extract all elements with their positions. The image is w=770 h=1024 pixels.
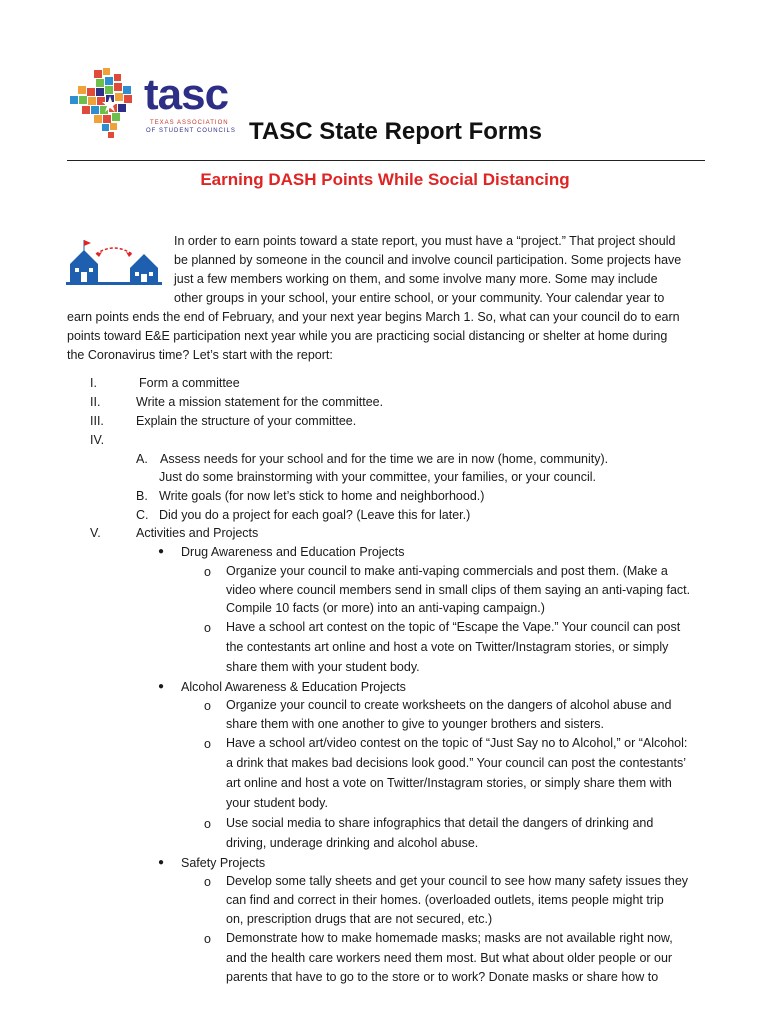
- outline-marker: I.: [90, 376, 97, 390]
- list-item-text: Use social media to share infographics that detail the dangers of drinking and: [226, 816, 654, 830]
- intro-line: just a few members working on them, and some involve many more. Some may include: [174, 272, 658, 286]
- bullet-icon: ●: [158, 857, 165, 868]
- texas-mosaic-icon: [66, 64, 156, 146]
- logo-wordmark: tasc: [144, 70, 229, 119]
- list-item-text: Demonstrate how to make homemade masks; masks are not available right now,: [226, 931, 673, 945]
- outline-item-text: Form a committee: [139, 376, 240, 390]
- sub-bullet-icon: o: [204, 932, 211, 946]
- intro-line: earn points ends the end of February, and your next year begins March 1. So, what can your council do to earn: [67, 310, 680, 324]
- section-heading: Drug Awareness and Education Projects: [181, 545, 405, 559]
- schools-clipart-icon: [66, 238, 162, 286]
- logo-subtitle-line-2: OF STUDENT COUNCILS: [146, 128, 236, 134]
- list-item-text: and the health care workers need them most. But what about older people or our: [226, 951, 673, 965]
- intro-line: other groups in your school, your entire school, or your community. Your calendar year to: [174, 291, 665, 305]
- bullet-icon: ●: [158, 546, 165, 557]
- list-item-text: on, prescription drugs that are not secured, etc.): [226, 912, 493, 926]
- intro-line: In order to earn points toward a state report, you must have a “project.” That project should: [174, 234, 676, 248]
- list-item-text: driving, underage drinking and alcohol abuse.: [226, 836, 479, 850]
- outline-item-text: Write a mission statement for the committee.: [136, 395, 384, 409]
- list-item-text: Organize your council to create worksheets on the dangers of alcohol abuse and: [226, 698, 672, 712]
- outline-item-text: Did you do a project for each goal? (Leave this for later.): [159, 508, 471, 522]
- bullet-icon: ●: [158, 681, 165, 692]
- list-item-text: Compile 10 facts (or more) into an anti-vaping campaign.): [226, 601, 545, 615]
- outline-item-text: Activities and Projects: [136, 526, 259, 540]
- outline-marker: II.: [90, 395, 101, 409]
- outline-item-text: Assess needs for your school and for the time we are in now (home, community).: [160, 452, 609, 466]
- sub-bullet-icon: o: [204, 737, 211, 751]
- sub-bullet-icon: o: [204, 875, 211, 889]
- outline-marker: V.: [90, 526, 101, 540]
- outline-marker: IV.: [90, 433, 105, 447]
- outline-marker: A.: [136, 452, 148, 466]
- logo-subtitle-line-1: TEXAS ASSOCIATION: [150, 120, 229, 126]
- list-item-text: your student body.: [226, 796, 328, 810]
- outline-marker: C.: [136, 508, 149, 522]
- list-item-text: the contestants art online and host a vote on Twitter/Instagram stories, or simply: [226, 640, 669, 654]
- intro-line: be planned by someone in the council and involve council participation. Some projects have: [174, 253, 682, 267]
- outline-item-text: Explain the structure of your committee.: [136, 414, 357, 428]
- list-item-text: parents that have to go to the store or to work? Donate masks or share how to: [226, 970, 659, 984]
- section-heading: Alcohol Awareness & Education Projects: [181, 680, 406, 694]
- list-item-text: Have a school art/video contest on the topic of “Just Say no to Alcohol,” or “Alcohol:: [226, 736, 688, 750]
- section-heading: Safety Projects: [181, 856, 266, 870]
- outline-item-text: Just do some brainstorming with your committee, your families, or your council.: [159, 470, 596, 484]
- list-item-text: video where council members send in small clips of them saying an anti-vaping fact.: [226, 583, 691, 597]
- list-item-text: can find and correct in their homes. (overloaded outlets, items people might trip: [226, 893, 664, 907]
- title-divider: [67, 160, 705, 161]
- document-subtitle: Earning DASH Points While Social Distancing: [200, 170, 570, 189]
- list-item-text: share them with one another to give to younger brothers and sisters.: [226, 717, 604, 731]
- outline-item-text: Write goals (for now let’s stick to home and neighborhood.): [159, 489, 485, 503]
- intro-line: points toward E&E participation next year while you are practicing social distancing or shelter at home during: [67, 329, 668, 343]
- document-title: TASC State Report Forms: [249, 118, 542, 145]
- list-item-text: art online and host a vote on Twitter/Instagram stories, or simply share them with: [226, 776, 672, 790]
- sub-bullet-icon: o: [204, 621, 211, 635]
- list-item-text: a drink that makes bad decisions look good.” Your council can post the contestants’: [226, 756, 687, 770]
- intro-line: the Coronavirus time? Let’s start with the report:: [67, 348, 333, 362]
- list-item-text: Have a school art contest on the topic of “Escape the Vape.” Your council can post: [226, 620, 681, 634]
- list-item-text: share them with your student body.: [226, 660, 420, 674]
- outline-marker: B.: [136, 489, 148, 503]
- sub-bullet-icon: o: [204, 565, 211, 579]
- sub-bullet-icon: o: [204, 699, 211, 713]
- list-item-text: Develop some tally sheets and get your council to see how many safety issues they: [226, 874, 689, 888]
- list-item-text: Organize your council to make anti-vaping commercials and post them. (Make a: [226, 564, 668, 578]
- sub-bullet-icon: o: [204, 817, 211, 831]
- outline-marker: III.: [90, 414, 104, 428]
- tasc-logo: [66, 64, 236, 146]
